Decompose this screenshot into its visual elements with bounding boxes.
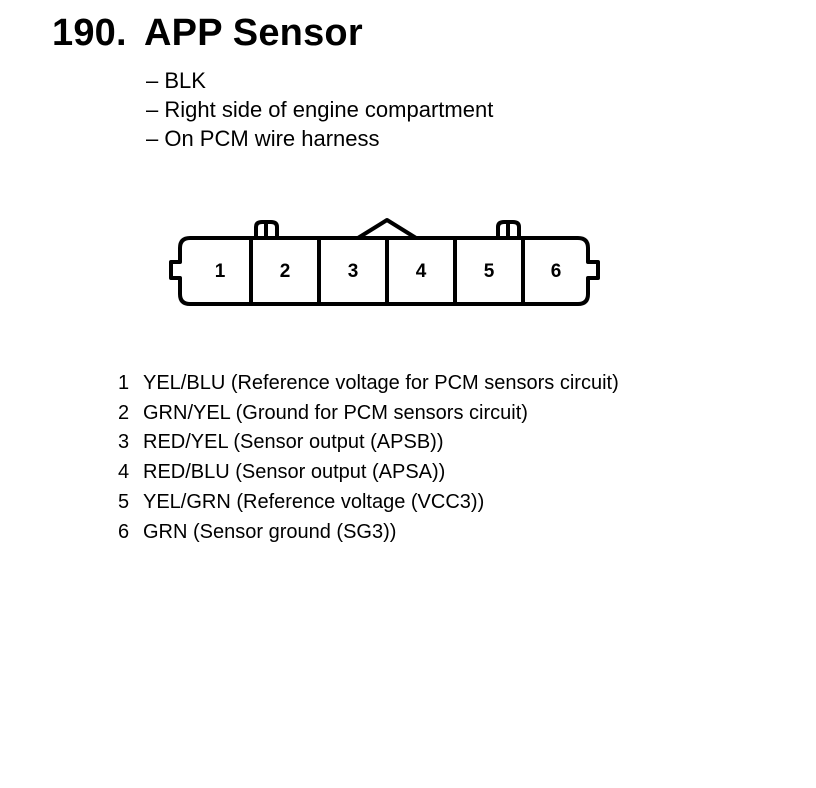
section-number: 190.: [52, 12, 127, 54]
pin-no: 4: [118, 461, 130, 484]
pin-no: 3: [118, 431, 130, 454]
pin-desc: YEL/GRN (Reference voltage (VCC3)): [143, 490, 485, 513]
connector-diagram: [168, 214, 608, 310]
pin-list: [118, 369, 619, 547]
detail-harness: – On PCM wire harness: [146, 126, 380, 151]
center-key: [358, 220, 416, 238]
pin-number-4: 4: [415, 261, 427, 282]
pin-row: [118, 428, 619, 458]
pin-row: [118, 458, 619, 488]
pin-desc: GRN (Sensor ground (SG3)): [143, 520, 397, 543]
pin-no: 2: [118, 401, 130, 424]
connector-details: [146, 66, 493, 153]
pin-number-2: 2: [279, 261, 291, 282]
component-name: APP Sensor: [144, 12, 363, 54]
connector-body: [171, 238, 598, 304]
pin-desc: YEL/BLU (Reference voltage for PCM sensors circuit): [143, 372, 619, 394]
pin-no: 5: [118, 490, 130, 513]
pin-number-6: 6: [550, 261, 562, 282]
pin-row: [118, 518, 619, 548]
pin-no: 6: [118, 520, 130, 543]
pin-desc: RED/BLU (Sensor output (APSA)): [143, 461, 446, 484]
pin-desc: RED/YEL (Sensor output (APSB)): [143, 431, 444, 454]
pin-number-5: 5: [483, 261, 495, 282]
detail-color: – BLK: [146, 68, 206, 93]
page-title: [52, 12, 363, 55]
pin-row: [118, 369, 619, 399]
detail-location: – Right side of engine compartment: [146, 97, 494, 122]
pin-number-3: 3: [347, 261, 359, 282]
pin-row: [118, 488, 619, 518]
pin-desc: GRN/YEL (Ground for PCM sensors circuit): [143, 401, 528, 424]
pin-number-1: 1: [214, 261, 226, 282]
pin-row: [118, 399, 619, 429]
pin-no: 1: [118, 372, 130, 394]
